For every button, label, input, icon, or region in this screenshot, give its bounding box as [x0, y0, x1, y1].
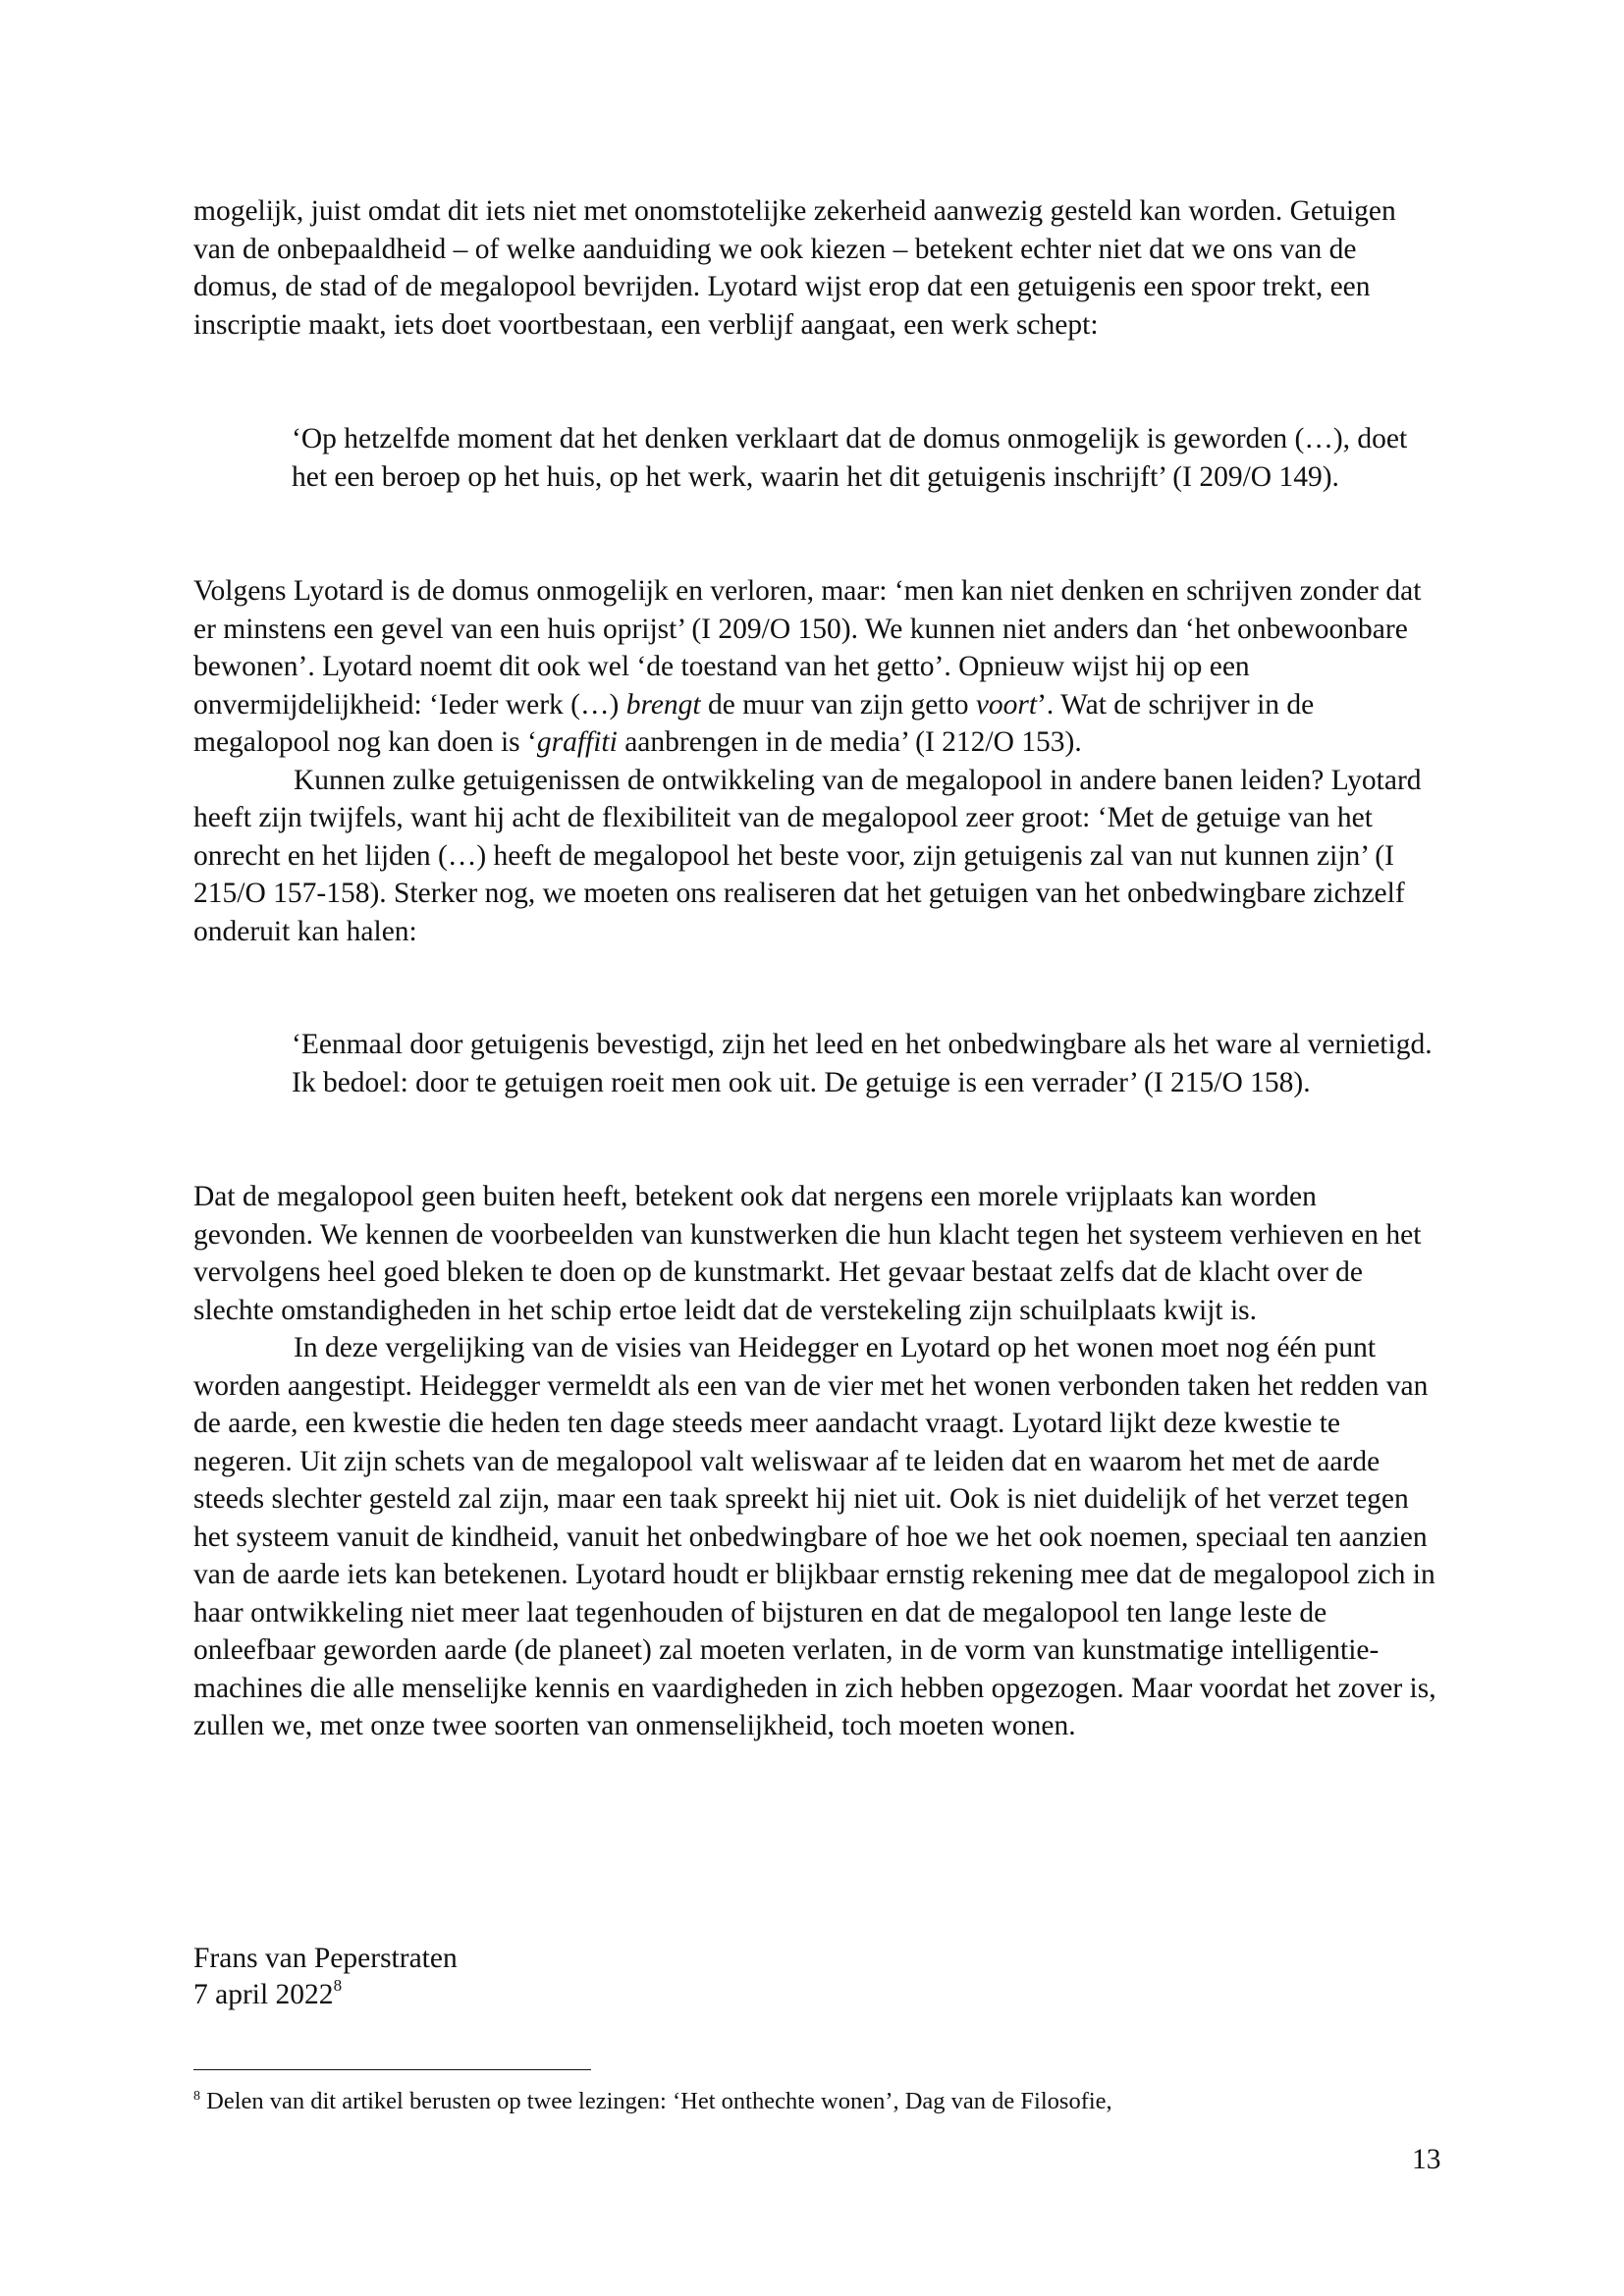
emphasis-brengt: brengt	[625, 688, 701, 721]
footnote-reference: 8	[333, 1976, 343, 1995]
quote-1-text: ‘Op hetzelfde moment dat het denken verklaart dat de domus onmogelijk is geworden (…), doet het een beroep op het huis, op het werk, waarin het dit getuigenis inschrijft’ (I 209/O 149).	[292, 423, 1408, 493]
footnote-number: 8	[193, 2089, 200, 2104]
emphasis-voort: voort	[975, 688, 1038, 721]
paragraph-3: Kunnen zulke getuigenissen de ontwikkeling van de megalopool in andere banen leiden? Lyotard heeft zijn twijfels, want hij acht de flexibiliteit van de megalopool zeer groot: ‘Met de getuige van het onrecht en het lijden (…) heeft de megalopool het beste voor, zijn getuigenis zal van nut kunnen zijn’ (I 215/O 157-158). Sterker nog, we moeten ons realiseren dat het getuigen van het onbedwingbare zichzelf onderuit kan halen:	[193, 764, 1422, 947]
footnote-separator	[193, 2069, 591, 2070]
signature-date: 7 april 2022$^8$	[193, 1976, 343, 2010]
body-text-bottom	[193, 1178, 1442, 1745]
paragraph-2: Volgens Lyotard is de domus onmogelijk en verloren, maar: ‘men kan niet denken en schrijven zonder dat er minstens een gevel van een huis oprijst’ (I 209/O 150). We kunnen niet anders dan ‘het onbewoonbare bewonen’. Lyotard noemt dit ook wel ‘de toestand van het getto’. Opnieuw wijst hij op een onvermijdelijkheid: ‘Ieder werk (…) brengt de muur van zijn getto voort’. Wat de schrijver in de megalopool nog kan doen is ‘graffiti aanbrengen in de media’ (I 212/O 153).	[193, 575, 1422, 758]
footnote-text: Delen van dit artikel berusten op twee lezingen: ‘Het onthechte wonen’, Dag van de Filosofie,	[200, 2088, 1112, 2114]
paragraph-4: Dat de megalopool geen buiten heeft, betekent ook dat nergens een morele vrijplaats kan worden gevonden. We kennen de voorbeelden van kunstwerken die hun klacht tegen het systeem verhieven en het vervolgens heel goed bleken te doen op de kunstmarkt. Het gevaar bestaat zelfs dat de klacht over de slechte omstandigheden in het schip ertoe leidt dat de verstekeling zijn schuilplaats kwijt is.	[193, 1181, 1422, 1326]
paragraph-5: In deze vergelijking van de visies van Heidegger en Lyotard op het wonen moet nog één punt worden aangestipt. Heidegger vermeldt als een van de vier met het wonen verbonden taken het redden van de aarde, een kwestie die heden ten dage steeds meer aandacht vraagt. Lyotard lijkt deze kwestie te negeren. Uit zijn schets van de megalopool valt weliswaar af te leiden dat en waarom het met de aarde steeds slechter gesteld zal zijn, maar een taak spreekt hij niet uit. Ook is niet duidelijk of het verzet tegen het systeem vanuit de kindheid, vanuit het onbedwingbare of hoe we het ook noemen, speciaal ten aanzien van de aarde iets kan betekenen. Lyotard houdt er blijkbaar ernstig rekening mee dat de megalopool zich in haar ontwikkeling niet meer laat tegenhouden of bijsturen en dat de megalopool ten lange leste de onleefbaar geworden aarde (de planeet) zal moeten verlaten, in de vorm van kunstmatige intelligentie-machines die alle menselijke kennis en vaardigheden in zich hebben opgezogen. Maar voordat het zover is, zullen we, met onze twee soorten van onmenselijkheid, toch moeten wonen.	[193, 1332, 1436, 1741]
emphasis-graffiti: graffiti	[536, 726, 618, 758]
body-text-top	[193, 192, 1442, 344]
block-quote-2	[292, 1026, 1448, 1101]
body-text-middle	[193, 572, 1442, 950]
footnote	[193, 2087, 1442, 2116]
author-name: Frans van Peperstraten	[193, 1943, 458, 1974]
quote-2-text: ‘Eenmaal door getuigenis bevestigd, zijn het leed en het onbedwingbare als het ware al vernietigd. Ik bedoel: door te getuigen roeit men ook uit. De getuige is een verrader’ (I 215/O 158).	[292, 1029, 1433, 1098]
paragraph-1: mogelijk, juist omdat dit iets niet met onomstotelijke zekerheid aanwezig gesteld kan worden. Getuigen van de onbepaaldheid – of welke aanduiding we ook kiezen – betekent echter niet dat we ons van de domus, de stad of de megalopool bevrijden. Lyotard wijst erop dat een getuigenis een spoor trekt, een inscriptie maakt, iets doet voortbestaan, een verblijf aangaat, een werk schept:	[193, 195, 1396, 341]
page-number: 13	[1412, 2144, 1441, 2175]
block-quote-1	[292, 420, 1448, 496]
